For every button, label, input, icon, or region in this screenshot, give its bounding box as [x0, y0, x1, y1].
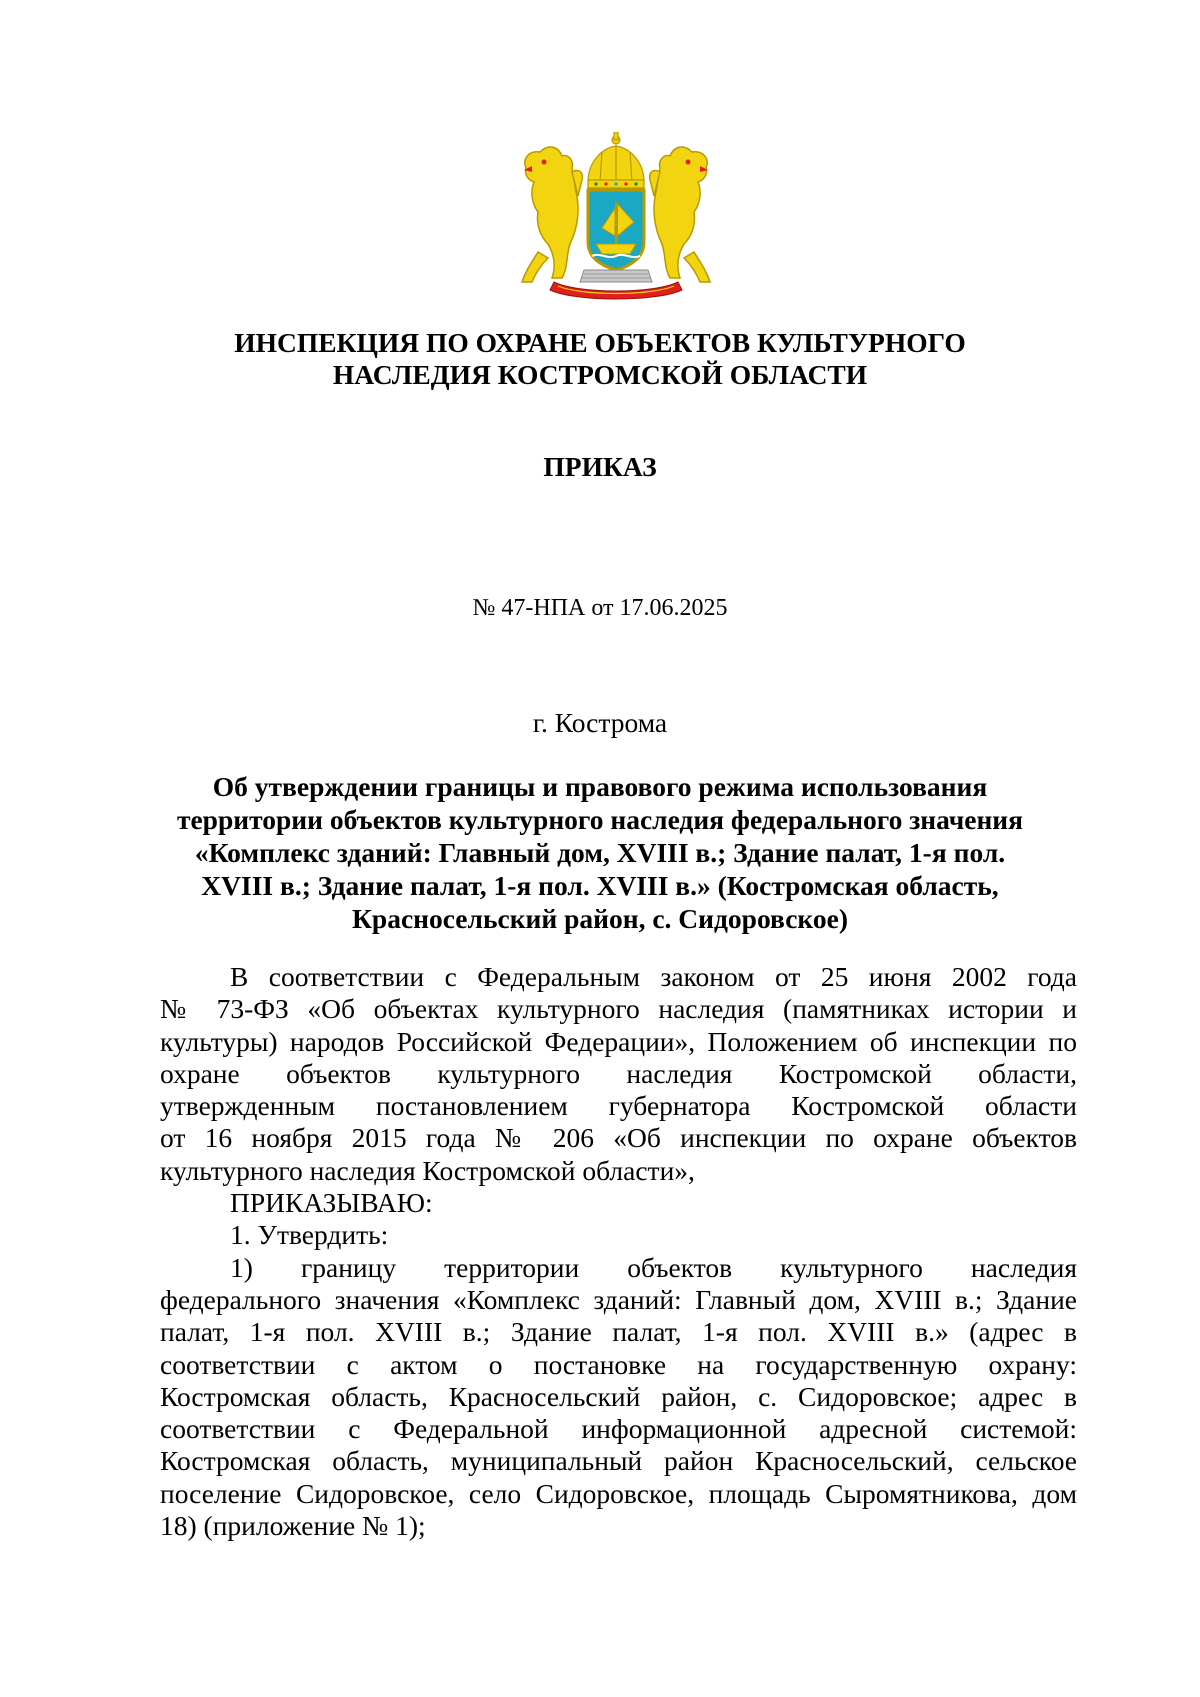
subitem-1-paragraph	[160, 1252, 1077, 1543]
pedestal	[580, 270, 652, 282]
subject-line: XVIII в.; Здание палат, 1-я пол. XVIII в.» (Костромская область,	[201, 870, 999, 901]
organization-title	[150, 327, 1050, 391]
subitem-line: федерального значения «Комплекс зданий: Главный дом, XVIII в.; Здание	[160, 1283, 1077, 1315]
preamble-line: охране объектов культурного наследия Костромской области,	[160, 1057, 1077, 1089]
subitem-line: Костромская область, Красносельский район, с. Сидоровское; адрес в	[160, 1380, 1077, 1412]
preamble-line: культурного наследия Костромской области»,	[160, 1154, 695, 1186]
preamble-paragraph	[160, 961, 1077, 1187]
organization-title-line-2: НАСЛЕДИЯ КОСТРОМСКОЙ ОБЛАСТИ	[332, 359, 868, 390]
subject-line: территории объектов культурного наследия федерального значения	[176, 804, 1024, 835]
subitem-line: 18) (приложение № 1);	[160, 1510, 426, 1542]
preamble-line: культуры) народов Российской Федерации», Положением об инспекции по	[160, 1025, 1077, 1057]
preamble-line: от 16 ноября 2015 года № 206 «Об инспекции по охране объектов	[160, 1122, 1077, 1154]
shield	[588, 190, 644, 270]
subitem-line: соответствии с Федеральной информационной адресной системой:	[160, 1413, 1077, 1445]
red-ribbon	[550, 282, 682, 299]
preamble-line: В соответствии с Федеральным законом от 25 июня 2002 года	[230, 961, 1077, 992]
item-1-approve: 1. Утвердить:	[230, 1219, 389, 1251]
organization-title-line-1: ИНСПЕКЦИЯ ПО ОХРАНЕ ОБЪЕКТОВ КУЛЬТУРНОГО	[234, 327, 966, 358]
preamble-line: № 73-ФЗ «Об объектах культурного наследия (памятниках истории и	[160, 993, 1077, 1025]
subject-line: «Комплекс зданий: Главный дом, XVIII в.; Здание палат, 1-я пол.	[194, 837, 1006, 868]
subitem-line: палат, 1-я пол. XVIII в.; Здание палат, 1-я пол. XVIII в.» (адрес в	[160, 1316, 1077, 1348]
document-body	[160, 961, 1077, 1542]
document-number-date: № 47-НПА от 17.06.2025	[472, 595, 728, 621]
subject-line: Об утверждении границы и правового режима использования	[212, 771, 988, 802]
subitem-line: поселение Сидоровское, село Сидоровское, площадь Сыромятникова, дом	[160, 1477, 1077, 1509]
document-subject	[150, 770, 1050, 935]
subitem-line: Костромская область, муниципальный район Красносельский, сельское	[160, 1445, 1077, 1477]
subject-line: Красносельский район, с. Сидоровское)	[351, 903, 849, 934]
preamble-line: утвержденным постановлением губернатора Костромской области	[160, 1090, 1077, 1122]
left-lion-eye	[542, 160, 547, 165]
subitem-line: соответствии с актом о постановке на государственную охрану:	[160, 1348, 1077, 1380]
crown	[588, 132, 644, 188]
order-word: ПРИКАЗЫВАЮ:	[230, 1187, 433, 1219]
document-city: г. Кострома	[532, 707, 668, 738]
coat-of-arms-emblem	[518, 132, 714, 300]
right-lion-eye	[686, 160, 691, 165]
subitem-line: 1) границу территории объектов культурного наследия	[230, 1251, 1077, 1283]
document-type: ПРИКАЗ	[543, 451, 657, 482]
